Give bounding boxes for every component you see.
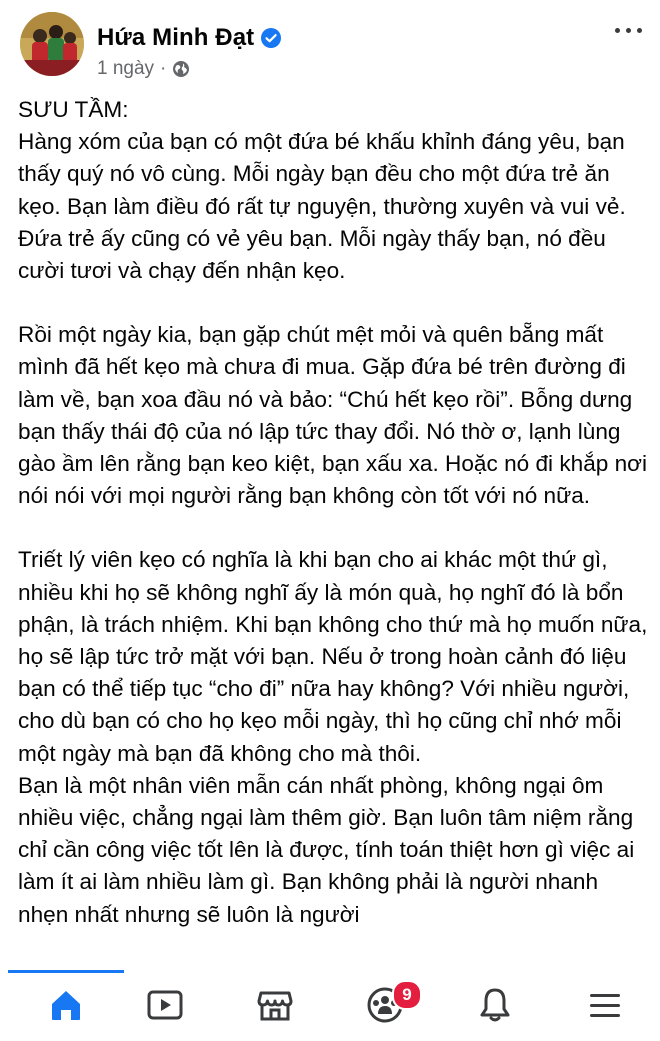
- home-icon: [46, 985, 86, 1025]
- tab-video[interactable]: [110, 978, 220, 1032]
- bell-icon: [475, 985, 515, 1025]
- post-meta: [97, 57, 190, 81]
- paragraph-gap: [18, 287, 650, 319]
- tab-menu[interactable]: [550, 978, 660, 1032]
- tab-home[interactable]: [11, 978, 121, 1032]
- post-text: [18, 94, 650, 972]
- author-row: [97, 23, 281, 53]
- paragraph-gap: [18, 512, 650, 544]
- post-paragraph: SƯU TẦM: Hàng xóm của bạn có một đứa bé khấu khỉnh đáng yêu, bạn thấy quý nó vô cùng. Mỗi ngày bạn đều cho một đứa trẻ ăn kẹo. Bạn làm điều đó rất tự nguyện, thường xuyên và vui vẻ. Đứa trẻ ấy cũng có vẻ yêu bạn. Mỗi ngày thấy bạn, nó đều cười tươi và chạy đến nhận kẹo.: [18, 97, 626, 284]
- more-options-button[interactable]: [608, 18, 648, 42]
- verified-badge-icon: [261, 28, 281, 48]
- post-paragraph: Triết lý viên kẹo có nghĩa là khi bạn cho ai khác một thứ gì, nhiều khi họ sẽ không nghĩ ấy là món quà, họ nghĩ đó là bổn phận, là trách nhiệm. Khi bạn không cho thứ mà họ muốn nữa, họ sẽ lập tức trở mặt với bạn. Nếu ở trong hoàn cảnh đó liệu bạn có thể tiếp tục “cho đi” nữa hay không? Với nhiều người, cho dù bạn có cho họ kẹo mỗi ngày, thì họ cũng chỉ nhớ mỗi một ngày mà bạn đã không cho mà thôi. Bạn là một nhân viên mẫn cán nhất phòng, không ngại ôm nhiều việc, chẳng ngại làm thêm giờ. Bạn luôn tâm niệm rằng chỉ cần công việc tốt lên là được, tính toán thiệt hơn gì việc ai làm ít ai làm nhiều làm gì. Bạn không phải là người nhanh nhẹn nhất nhưng sẽ luôn là người: [18, 547, 648, 927]
- post-time[interactable]: 1 ngày: [97, 58, 155, 79]
- tab-marketplace[interactable]: [220, 978, 330, 1032]
- active-tab-indicator: [8, 970, 124, 973]
- author-avatar[interactable]: [20, 12, 84, 76]
- more-dot-icon: [626, 28, 631, 33]
- more-dot-icon: [615, 28, 620, 33]
- video-icon: [145, 985, 185, 1025]
- meta-separator: ·: [160, 58, 167, 79]
- menu-icon: [585, 985, 625, 1025]
- post-header: [0, 0, 660, 90]
- globe-icon: [172, 60, 190, 78]
- tab-groups[interactable]: [330, 978, 440, 1032]
- marketplace-icon: [255, 985, 295, 1025]
- post-paragraph: Rồi một ngày kia, bạn gặp chút mệt mỏi và quên bẵng mất mình đã hết kẹo mà chưa đi mua. Gặp đứa bé trên đường đi làm về, bạn xoa đầu nó và bảo: “Chú hết kẹo rồi”. Bỗng dưng bạn thấy thái độ của nó lập tức thay đổi. Nó thờ ơ, lạnh lùng gào ầm lên rằng bạn keo kiệt, bạn xấu xa. Hoặc nó đi khắp nơi nói nói với mọi người rằng bạn không còn tốt với nó nữa.: [18, 322, 648, 509]
- avatar-photo-icon: [20, 12, 84, 76]
- author-name[interactable]: Hứa Minh Đạt: [97, 24, 255, 51]
- groups-notification-badge: 9: [392, 980, 422, 1010]
- tab-notifications[interactable]: [440, 978, 550, 1032]
- more-dot-icon: [637, 28, 642, 33]
- bottom-tab-bar: [0, 970, 660, 1041]
